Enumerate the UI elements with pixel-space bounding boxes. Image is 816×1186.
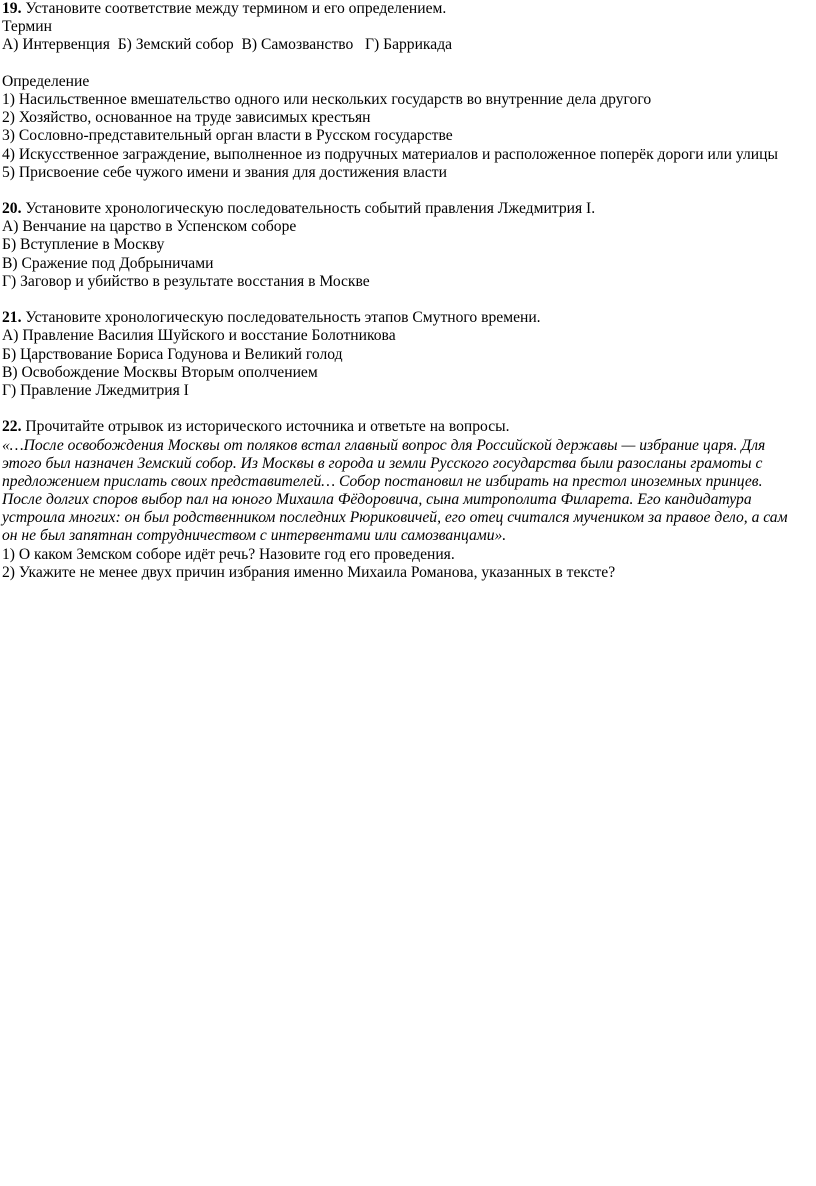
definition-item: 4) Искусственное заграждение, выполненное из подручных материалов и расположенное поперёк дороги или улицы — [2, 145, 778, 163]
terms-heading: Термин — [2, 18, 52, 36]
worksheet-page — [2, 0, 808, 582]
question-21-prompt-line — [2, 309, 808, 327]
question-prompt: Установите хронологическую последовательность этапов Смутного времени. — [25, 309, 541, 327]
spacer — [2, 182, 808, 200]
quote-line: предложением прислать своих представителей… Собор постановил не избирать на престол иноземных принцев. — [2, 472, 763, 490]
sequence-item: Г) Правление Лжедмитрия I — [2, 381, 189, 399]
question-21 — [2, 309, 808, 400]
quote-line: этого был назначен Земский собор. Из Москвы в города и земли Русского государства были разосланы грамоты с — [2, 454, 763, 472]
sequence-item: Б) Царствование Бориса Годунова и Великий голод — [2, 345, 343, 363]
sequence-item: А) Правление Василия Шуйского и восстание Болотникова — [2, 327, 396, 345]
definition-item: 1) Насильственное вмешательство одного или нескольких государств во внутренние дела другого — [2, 90, 652, 108]
spacer — [2, 400, 808, 418]
question-prompt: Установите соответствие между термином и его определением. — [25, 0, 447, 17]
quote-line: устроила многих: он был родственником последних Рюриковичей, его отец считался мучеником за правое дело, а сам — [2, 509, 788, 527]
sequence-item: Б) Вступление в Москву — [2, 236, 165, 254]
historical-source-quote — [2, 437, 802, 546]
question-prompt: Прочитайте отрывок из исторического источника и ответьте на вопросы. — [25, 418, 510, 436]
question-19-prompt-line — [2, 0, 808, 18]
question-number: 22. — [2, 418, 22, 436]
definition-item: 3) Сословно-представительный орган власти в Русском государстве — [2, 127, 453, 145]
sequence-item: Г) Заговор и убийство в результате восстания в Москве — [2, 272, 370, 290]
definition-item: 2) Хозяйство, основанное на труде зависимых крестьян — [2, 109, 371, 127]
question-20-prompt-line — [2, 200, 808, 218]
definitions-heading: Определение — [2, 72, 90, 90]
spacer — [2, 55, 808, 73]
question-19 — [2, 0, 808, 182]
sub-question: 1) О каком Земском соборе идёт речь? Назовите год его проведения. — [2, 545, 455, 563]
question-20 — [2, 200, 808, 291]
sequence-item: В) Освобождение Москвы Вторым ополчением — [2, 363, 318, 381]
quote-line: После долгих споров выбор пал на юного Михаила Фёдоровича, сына митрополита Филарета. Его кандидатура — [2, 491, 752, 509]
definition-item: 5) Присвоение себе чужого имени и звания для достижения власти — [2, 163, 447, 181]
question-number: 20. — [2, 200, 22, 218]
sequence-item: В) Сражение под Добрыничами — [2, 254, 214, 272]
question-22-prompt-line — [2, 418, 808, 436]
terms-line: А) Интервенция Б) Земский собор В) Самозванство Г) Баррикада — [2, 36, 453, 54]
quote-line: он не был запятнан сотрудничеством с интервентами или самозванцами». — [2, 527, 507, 545]
spacer — [2, 291, 808, 309]
question-22 — [2, 418, 808, 582]
question-prompt: Установите хронологическую последовательность событий правления Лжедмитрия I. — [25, 200, 596, 218]
question-number: 21. — [2, 309, 22, 327]
question-number: 19. — [2, 0, 22, 17]
sub-question: 2) Укажите не менее двух причин избрания именно Михаила Романова, указанных в тексте? — [2, 563, 616, 581]
sequence-item: А) Венчание на царство в Успенском соборе — [2, 218, 297, 236]
quote-line: «…После освобождения Москвы от поляков встал главный вопрос для Российской державы — избрание царя. Для — [2, 436, 766, 454]
